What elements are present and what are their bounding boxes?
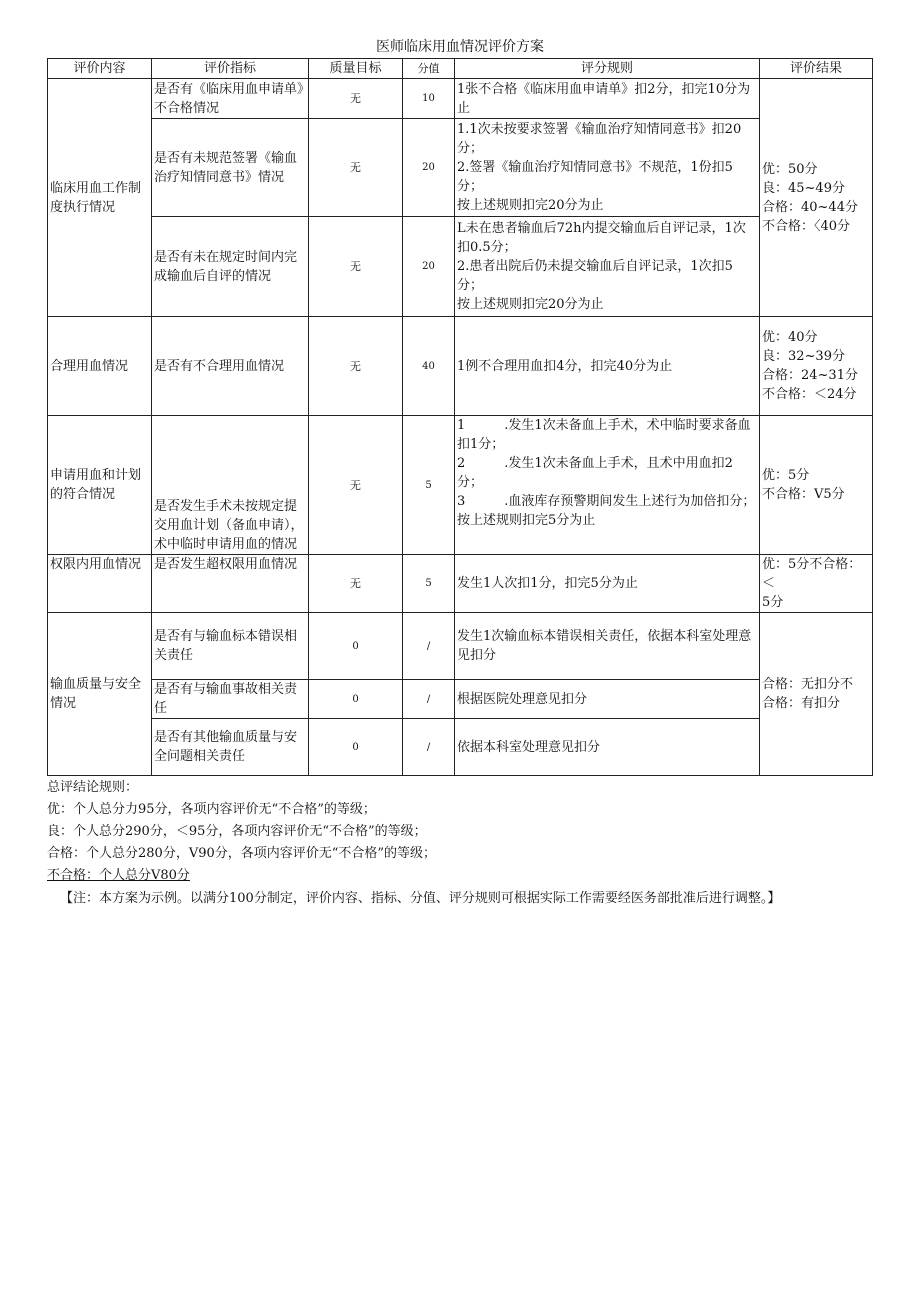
indicator-cell: 是否有未规范签署《输血治疗知情同意书》情况	[152, 119, 309, 217]
target-cell: 无	[309, 317, 403, 416]
rules-cell	[455, 613, 760, 680]
table-row	[48, 119, 873, 217]
rule-line: 发生1次输血标本错误相关责任，依据本科室处理意见扣分	[457, 629, 752, 663]
rule-line: 2.患者出院后仍未提交输血后自评记录，1次扣5分；	[457, 259, 733, 293]
target-cell: 无	[309, 217, 403, 317]
score-cell: /	[403, 680, 455, 719]
rules-cell	[455, 416, 760, 555]
indicator-cell: 是否有《临床用血申请单》不合格情况	[152, 79, 309, 119]
result-line: 合格：有扣分	[762, 696, 841, 711]
section-content: 权限内用血情况	[48, 555, 152, 613]
indicator-cell: 是否有不合理用血情况	[152, 317, 309, 416]
score-cell: 5	[403, 555, 455, 613]
table-row	[48, 555, 873, 613]
target-cell: 无	[309, 555, 403, 613]
header-score: 分值	[403, 59, 455, 79]
result-line: 合格：40~44分	[762, 199, 858, 215]
table-row	[48, 79, 873, 119]
result-line: 优：40分	[762, 330, 818, 345]
section-content: 合理用血情况	[48, 317, 152, 416]
target-cell: 无	[309, 416, 403, 555]
section-content: 临床用血工作制度执行情况	[48, 79, 152, 317]
summary-fail-line: 不合格：个人总分V80分	[47, 868, 190, 883]
result-line: 良：45~49分	[762, 180, 845, 196]
rule-line: 3 .血液库存预警期间发生上述行为加倍扣分；	[457, 494, 756, 509]
rule-line: 1例不合理用血扣4分，扣完40分为止	[457, 358, 673, 374]
rule-line: 按上述规则扣完20分为止	[457, 297, 604, 312]
evaluation-table	[47, 58, 873, 776]
score-cell: 20	[403, 217, 455, 317]
score-cell: 10	[403, 79, 455, 119]
table-row	[48, 613, 873, 680]
score-cell: /	[403, 719, 455, 776]
page-title: 医师临床用血情况评价方案	[376, 39, 544, 55]
summary-heading: 总评结论规则：	[47, 780, 139, 795]
indicator-cell: 是否有未在规定时间内完成输血后自评的情况	[152, 217, 309, 317]
summary-line: 良：个人总分290分，＜95分，各项内容评价无“不合格”的等级；	[47, 824, 427, 839]
target-cell: 0	[309, 613, 403, 680]
header-rules: 评分规则	[455, 59, 760, 79]
result-cell	[760, 317, 873, 416]
summary-line: 优：个人总分力95分，各项内容评价无“不合格”的等级；	[47, 802, 376, 817]
rule-line: 2.签署《输血治疗知情同意书》不规范，1份扣5分；	[457, 160, 733, 194]
score-cell: 20	[403, 119, 455, 217]
rules-cell	[455, 555, 760, 613]
rule-line: 按上述规则扣完5分为止	[457, 513, 596, 528]
rule-line: 1 .发生1次未备血上手术，术中临时要求备血扣1分；	[457, 418, 751, 452]
rules-cell	[455, 79, 760, 119]
target-cell: 无	[309, 79, 403, 119]
score-cell: /	[403, 613, 455, 680]
result-line: 不合格：＜24分	[762, 387, 857, 402]
target-cell: 无	[309, 119, 403, 217]
result-line: 不合格：〈40分	[762, 218, 851, 234]
result-line: 5分	[762, 595, 784, 610]
table-header-row	[48, 59, 873, 79]
rules-cell	[455, 119, 760, 217]
footnote: 【注：本方案为示例。以满分100分制定，评价内容、指标、分值、评分规则可根据实际工作需要经医务部批准后进行调整。】	[60, 891, 781, 906]
rule-line: 按上述规则扣完20分为止	[457, 198, 604, 213]
table-row	[48, 680, 873, 719]
header-indicator: 评价指标	[152, 59, 309, 79]
indicator-cell: 是否发生手术未按规定提交用血计划（备血申请），术中临时申请用血的情况	[152, 416, 309, 555]
rule-line: 1.1次未按要求签署《输血治疗知情同意书》扣20分；	[457, 122, 742, 156]
result-line: 优：5分不合格：＜	[762, 557, 862, 591]
summary-rules	[47, 777, 877, 887]
result-line: 优：50分	[762, 161, 818, 177]
target-cell: 0	[309, 680, 403, 719]
summary-line: 合格：个人总分280分，V90分，各项内容评价无“不合格”的等级；	[47, 846, 437, 861]
score-cell: 40	[403, 317, 455, 416]
rule-line: 根据医院处理意见扣分	[457, 691, 588, 707]
result-cell	[760, 79, 873, 317]
score-cell: 5	[403, 416, 455, 555]
result-cell	[760, 555, 873, 613]
table-row	[48, 317, 873, 416]
header-content: 评价内容	[48, 59, 152, 79]
rule-line: L未在患者输血后72h内提交输血后自评记录，1次扣0.5分；	[457, 221, 746, 255]
indicator-cell: 是否有其他输血质量与安全问题相关责任	[152, 719, 309, 776]
rule-line: 1张不合格《临床用血申请单》扣2分，扣完10分为止	[457, 81, 751, 116]
rules-cell	[455, 317, 760, 416]
rules-cell	[455, 719, 760, 776]
indicator-cell: 是否发生超权限用血情况	[152, 555, 309, 613]
rules-cell	[455, 217, 760, 317]
table-row	[48, 217, 873, 317]
result-cell	[760, 613, 873, 776]
section-content: 输血质量与安全情况	[48, 613, 152, 776]
result-cell	[760, 416, 873, 555]
header-result: 评价结果	[760, 59, 873, 79]
table-row	[48, 719, 873, 776]
header-target: 质量目标	[309, 59, 403, 79]
result-line: 合格：24~31分	[762, 368, 858, 383]
result-line: 良：32~39分	[762, 349, 845, 364]
target-cell: 0	[309, 719, 403, 776]
indicator-cell: 是否有与输血事故相关责任	[152, 680, 309, 719]
result-line: 优：5分	[762, 468, 810, 483]
rules-cell	[455, 680, 760, 719]
result-line: 合格：无扣分不	[762, 677, 854, 692]
table-row	[48, 416, 873, 555]
rule-line: 依据本科室处理意见扣分	[457, 739, 601, 755]
section-content: 申请用血和计划的符合情况	[48, 416, 152, 555]
rule-line: 发生1人次扣1分，扣完5分为止	[457, 576, 638, 591]
indicator-cell: 是否有与输血标本错误相关责任	[152, 613, 309, 680]
result-line: 不合格：V5分	[762, 487, 845, 502]
rule-line: 2 .发生1次未备血上手术，且术中用血扣2分；	[457, 456, 733, 490]
